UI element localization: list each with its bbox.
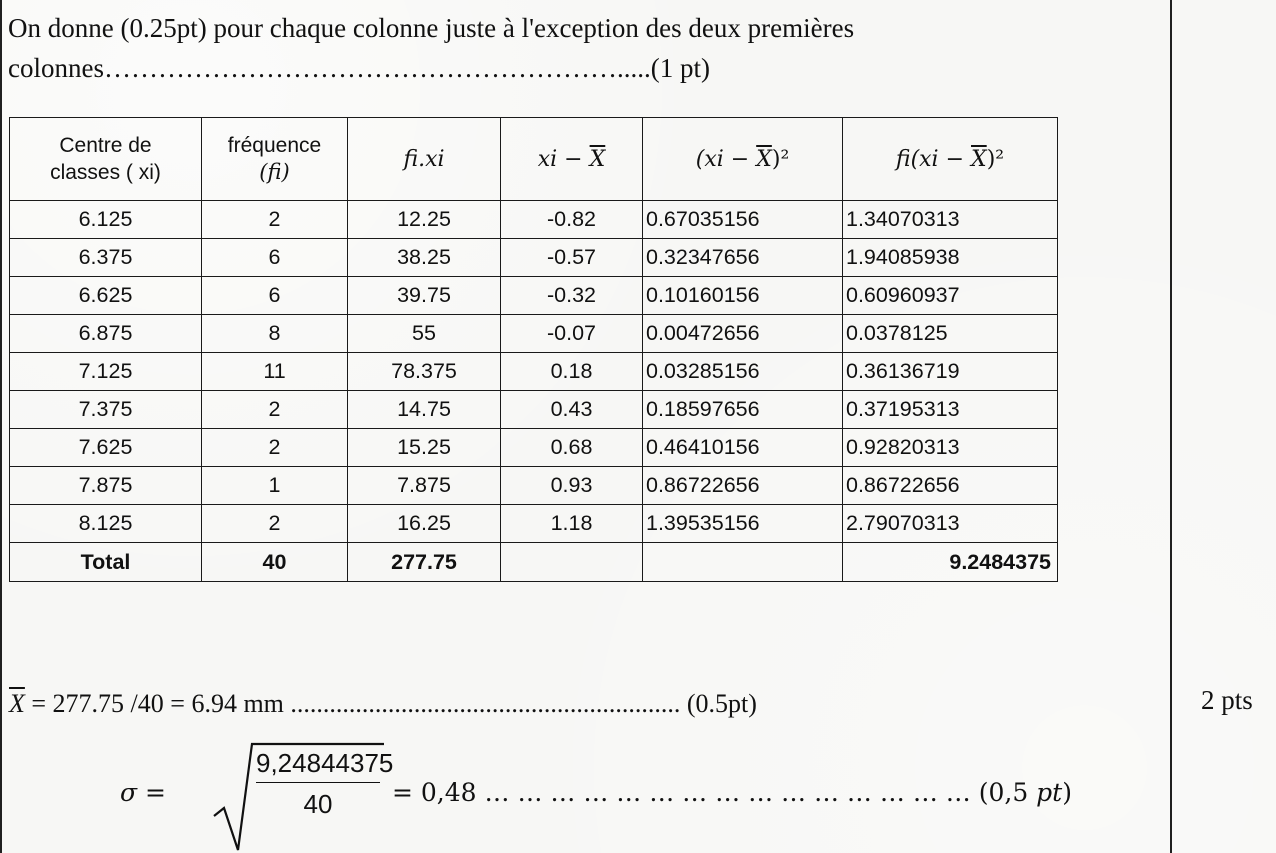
sigma-numerator: 9,24844375	[256, 748, 394, 778]
cell-deviation: -0.57	[501, 239, 643, 277]
sigma-denominator: 40	[303, 789, 333, 819]
cell-frequency: 6	[202, 239, 348, 277]
cell-weighted-squared-deviation: 0.37195313	[843, 391, 1058, 429]
instructions-line-2: colonnes………………………………………………….....(1 pt)	[8, 53, 710, 83]
cell-frequency: 2	[202, 201, 348, 239]
mean-symbol: $\overline{X}$	[9, 689, 25, 718]
cell-fi-xi: 39.75	[348, 277, 501, 315]
cell-squared-deviation: 0.03285156	[643, 353, 843, 391]
table-row	[10, 315, 1058, 353]
cell-frequency: 8	[202, 315, 348, 353]
sigma-result-pt: pt	[1036, 778, 1063, 807]
cell-fi-xi: 12.25	[348, 201, 501, 239]
header-class-centers	[10, 118, 202, 201]
cell-weighted-squared-deviation: 0.36136719	[843, 353, 1058, 391]
points-value: 2 pts	[1201, 685, 1253, 715]
cell-squared-deviation: 0.10160156	[643, 277, 843, 315]
cell-class-center: 7.125	[10, 353, 202, 391]
cell-fi-xi: 14.75	[348, 391, 501, 429]
cell-weighted-squared-deviation: 1.94085938	[843, 239, 1058, 277]
cell-weighted-squared-deviation: 1.34070313	[843, 201, 1058, 239]
cell-fi-xi: 38.25	[348, 239, 501, 277]
fraction-bar	[256, 782, 380, 783]
cell-class-center: 6.125	[10, 201, 202, 239]
cell-squared-deviation: 0.46410156	[643, 429, 843, 467]
sigma-result	[392, 778, 1072, 807]
cell-deviation: 0.68	[501, 429, 643, 467]
cell-fi-xi: 15.25	[348, 429, 501, 467]
left-margin-line	[0, 0, 2, 853]
cell-squared-deviation: 0.86722656	[643, 467, 843, 505]
cell-squared-deviation: 0.18597656	[643, 391, 843, 429]
header-xi-minus-mean	[501, 118, 643, 201]
sigma-result-close: )	[1062, 778, 1072, 807]
table-total-row	[10, 543, 1058, 582]
header-frequency	[202, 118, 348, 201]
table-row	[10, 505, 1058, 543]
table-row	[10, 391, 1058, 429]
cell-frequency: 11	[202, 353, 348, 391]
cell-frequency: 2	[202, 391, 348, 429]
header-frequency-line1: fréquence	[227, 134, 322, 157]
cell-weighted-squared-deviation: 0.92820313	[843, 429, 1058, 467]
cell-frequency: 1	[202, 467, 348, 505]
header-class-centers-line2: classes ( xi)	[50, 161, 161, 184]
cell-squared-deviation: 0.67035156	[643, 201, 843, 239]
mean-calculation	[9, 689, 757, 719]
header-weighted-squared-deviation-pre: fi(xi −	[895, 146, 972, 172]
table-header-row	[10, 118, 1058, 201]
table-row	[10, 239, 1058, 277]
header-squared-deviation-post: )²	[771, 146, 790, 172]
total-frequency: 40	[202, 543, 348, 582]
sigma-fraction	[256, 746, 394, 821]
cell-fi-xi: 55	[348, 315, 501, 353]
cell-fi-xi: 78.375	[348, 353, 501, 391]
sigma-result-text: = 0,48 … … … … … … … … … … … … … … … (0,5	[392, 778, 1037, 807]
cell-deviation: -0.82	[501, 201, 643, 239]
sigma-label: σ =	[120, 778, 166, 807]
cell-class-center: 7.375	[10, 391, 202, 429]
total-deviation-empty	[501, 543, 643, 582]
header-weighted-squared-deviation	[843, 118, 1058, 201]
cell-class-center: 7.875	[10, 467, 202, 505]
header-frequency-line2: (fi)	[259, 160, 290, 184]
header-weighted-squared-deviation-post: )²	[986, 146, 1005, 172]
cell-class-center: 8.125	[10, 505, 202, 543]
total-label: Total	[10, 543, 202, 582]
table-row	[10, 277, 1058, 315]
total-fi-xi: 277.75	[348, 543, 501, 582]
cell-deviation: 0.18	[501, 353, 643, 391]
header-xi-minus-mean-pre: xi −	[537, 146, 590, 172]
table-body	[10, 201, 1058, 582]
table-row	[10, 467, 1058, 505]
cell-squared-deviation: 1.39535156	[643, 505, 843, 543]
table-row	[10, 353, 1058, 391]
table-row	[10, 429, 1058, 467]
cell-squared-deviation: 0.00472656	[643, 315, 843, 353]
cell-deviation: -0.07	[501, 315, 643, 353]
cell-deviation: 1.18	[501, 505, 643, 543]
cell-weighted-squared-deviation: 0.60960937	[843, 277, 1058, 315]
cell-frequency: 6	[202, 277, 348, 315]
header-xi-minus-mean-xbar: $\overline{X}$	[589, 146, 606, 172]
cell-class-center: 7.625	[10, 429, 202, 467]
cell-deviation: 0.93	[501, 467, 643, 505]
cell-class-center: 6.625	[10, 277, 202, 315]
cell-weighted-squared-deviation: 0.86722656	[843, 467, 1058, 505]
cell-weighted-squared-deviation: 0.0378125	[843, 315, 1058, 353]
cell-fi-xi: 7.875	[348, 467, 501, 505]
table-row	[10, 201, 1058, 239]
cell-frequency: 2	[202, 505, 348, 543]
header-squared-deviation	[643, 118, 843, 201]
cell-class-center: 6.875	[10, 315, 202, 353]
cell-deviation: -0.32	[501, 277, 643, 315]
cell-fi-xi: 16.25	[348, 505, 501, 543]
cell-class-center: 6.375	[10, 239, 202, 277]
cell-squared-deviation: 0.32347656	[643, 239, 843, 277]
mean-text: = 277.75 /40 = 6.94 mm ............................................................ (0.5pt)	[24, 689, 757, 718]
header-weighted-squared-deviation-xbar: $\overline{X}$	[971, 146, 987, 172]
grading-instructions	[8, 8, 1158, 88]
header-squared-deviation-xbar: $\overline{X}$	[756, 146, 772, 172]
header-fi-xi: fi.xi	[348, 118, 501, 201]
total-weighted-squared-deviation: 9.2484375	[843, 543, 1058, 582]
header-class-centers-line1: Centre de	[59, 134, 152, 157]
points-column-divider	[1170, 0, 1172, 853]
total-squared-deviation-empty	[643, 543, 843, 582]
cell-weighted-squared-deviation: 2.79070313	[843, 505, 1058, 543]
cell-deviation: 0.43	[501, 391, 643, 429]
frequency-table	[9, 117, 1058, 582]
cell-frequency: 2	[202, 429, 348, 467]
instructions-line-1: On donne (0.25pt) pour chaque colonne juste à l'exception des deux premières	[8, 13, 855, 43]
header-squared-deviation-pre: (xi −	[695, 146, 757, 172]
